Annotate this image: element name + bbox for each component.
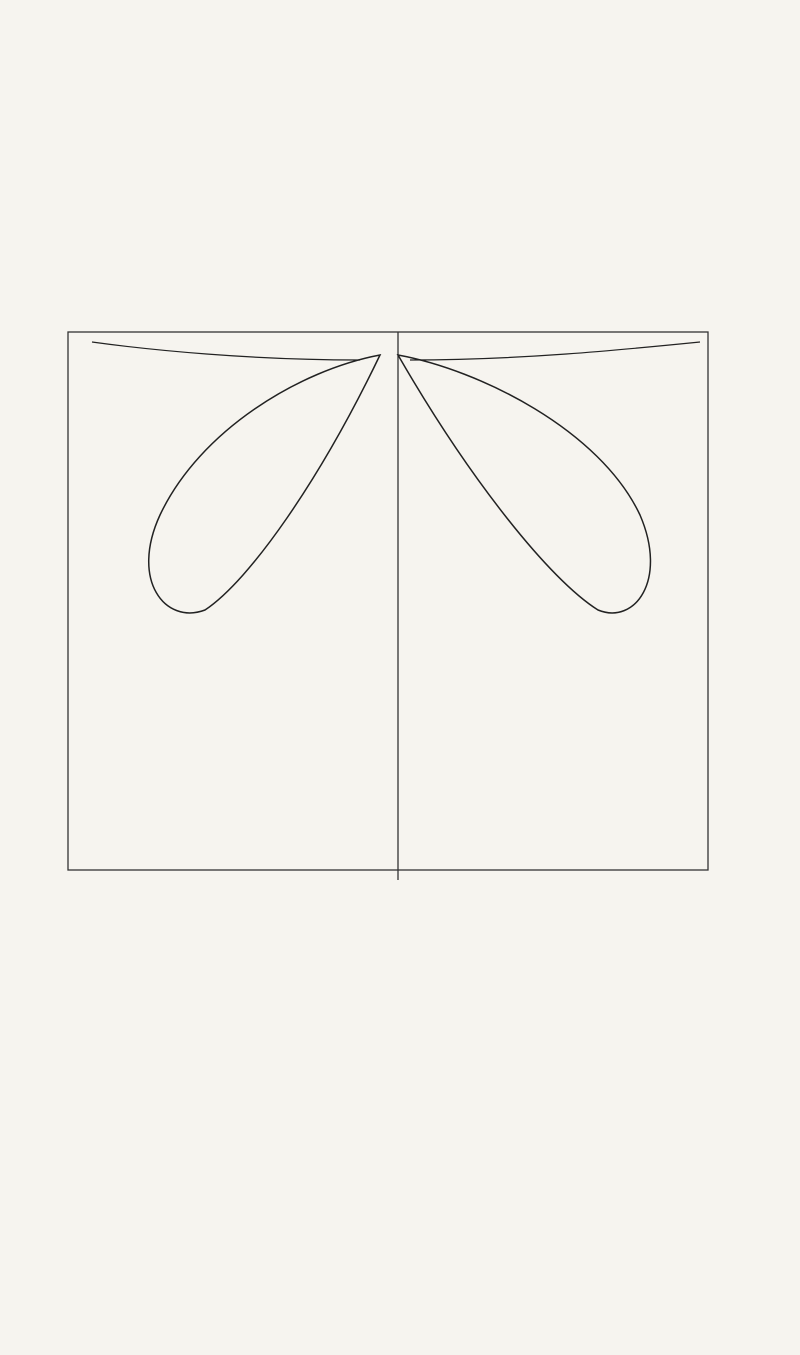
right-distribution-curve	[398, 355, 650, 613]
figure-198	[0, 280, 800, 930]
running-header	[95, 92, 707, 116]
diagram-frame	[68, 332, 708, 870]
distribution-curve-diagram	[0, 280, 800, 930]
right-inner-curve	[410, 342, 700, 360]
left-distribution-curve	[149, 355, 380, 613]
left-inner-curve	[92, 342, 360, 360]
